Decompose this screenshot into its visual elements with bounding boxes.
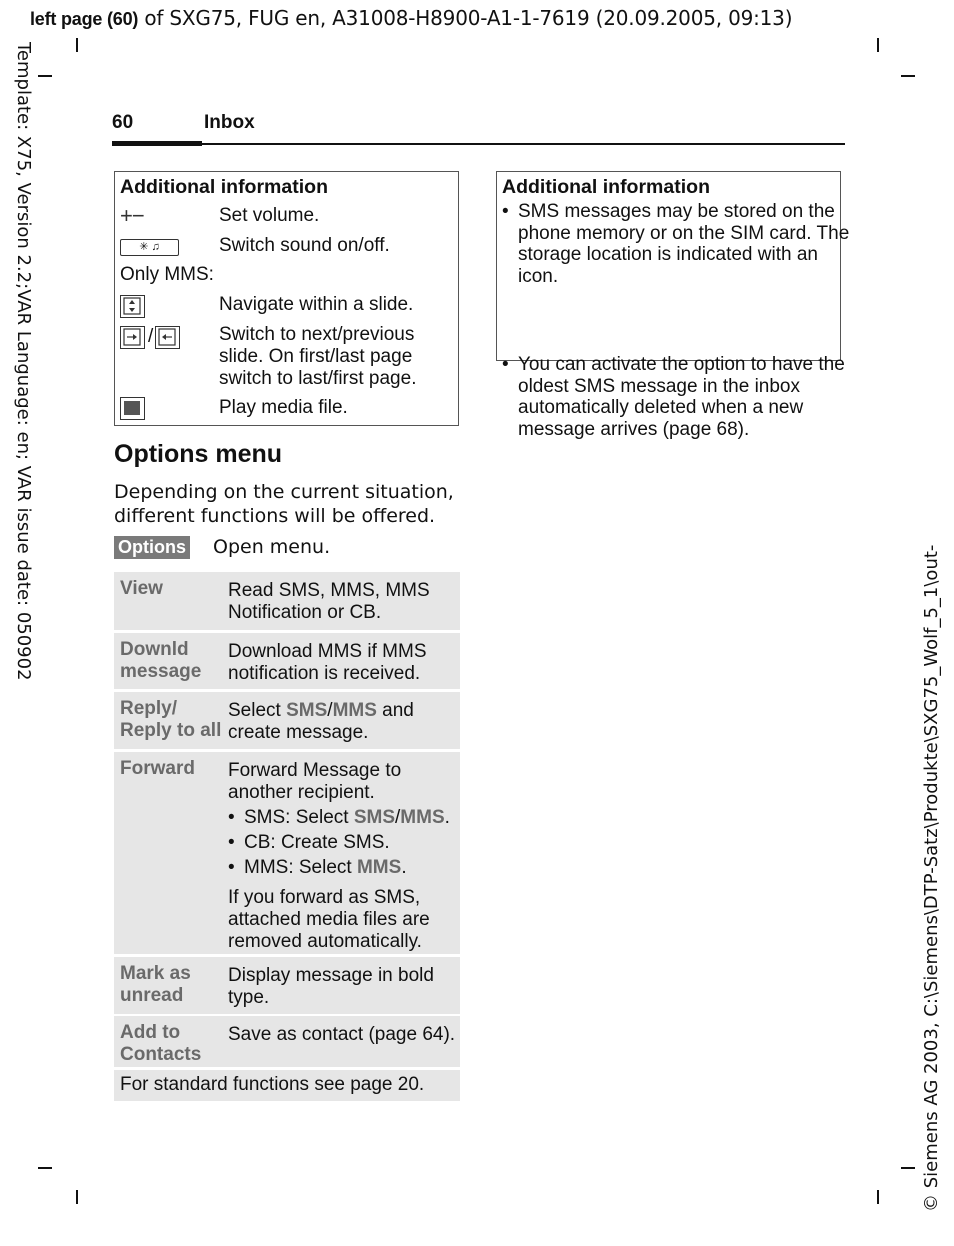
option-name: Downld message (120, 639, 202, 682)
option-description: Save as contact (page 64). (228, 1024, 456, 1045)
forward-bullet: • MMS: Select MMS. (228, 857, 456, 879)
next-slide-icon (120, 326, 145, 349)
info-row-text: Set volume. (219, 205, 320, 226)
option-row-reply[interactable] (114, 692, 460, 749)
page-number: 60 (112, 112, 134, 133)
plus-minus-icon: +− (120, 203, 144, 228)
info-box-title: Additional information (502, 176, 710, 198)
info-bullet: • SMS messages may be stored on the phone memory or on the SIM card. The storage location is indicated with an icon. (502, 201, 852, 287)
option-name: Mark as unread (120, 963, 191, 1006)
option-row-mark-unread[interactable] (114, 957, 460, 1014)
info-row-text: Switch to next/previous slide. On first/last page switch to last/first page. (219, 324, 417, 389)
section-intro: Depending on the current situation, different functions will be offered. (114, 481, 454, 527)
crop-mark (877, 1190, 879, 1204)
page-title: Inbox (204, 112, 255, 133)
option-row-view[interactable] (114, 572, 460, 630)
star-bell-key-icon: ✳ ♫ (120, 239, 179, 256)
crop-mark (38, 75, 52, 77)
template-info-vertical: Template: X75, Version 2.2;VAR Language: en; VAR issue date: 050902 (13, 42, 34, 681)
option-name: View (120, 578, 163, 599)
info-row-text: Switch sound on/off. (219, 235, 390, 256)
crop-mark (901, 75, 915, 77)
option-description (228, 760, 456, 953)
key-separator: / (148, 326, 154, 347)
option-description: Read SMS, MMS, MMS Notification or CB. (228, 580, 430, 623)
crop-mark (877, 38, 879, 52)
option-name: Forward (120, 758, 195, 779)
header-rule (112, 143, 845, 145)
option-description: Select SMS/MMS and create message. (228, 700, 414, 743)
crop-mark (76, 38, 78, 52)
section-heading: Options menu (114, 440, 283, 468)
document-header (30, 6, 792, 30)
option-row-forward[interactable] (114, 752, 460, 954)
info-row-text: Play media file. (219, 397, 348, 418)
forward-bullet: • CB: Create SMS. (228, 832, 456, 854)
prev-slide-icon (155, 326, 180, 349)
forward-text: Forward Message to another recipient. (228, 760, 402, 803)
option-row-add-contacts[interactable] (114, 1016, 460, 1067)
header-rule-accent (112, 141, 202, 146)
softkey-description: Open menu. (213, 536, 331, 558)
option-name: Add to Contacts (120, 1022, 202, 1065)
copyright-path-vertical: © Siemens AG 2003, C:\Siemens\DTP-Satz\Produkte\SXG75_Wolf_5_1\out- (921, 544, 942, 1212)
option-name: Reply/ Reply to all (120, 698, 222, 741)
standard-functions-row (114, 1070, 460, 1101)
options-softkey[interactable]: Options (114, 536, 190, 559)
option-row-download[interactable] (114, 633, 460, 689)
header-doc-info: of SXG75, FUG en, A31008-H8900-A1-1-7619 (20.09.2005, 09:13) (138, 6, 793, 30)
forward-bullet: • SMS: Select SMS/MMS. (228, 807, 456, 829)
option-description: Display message in bold type. (228, 965, 434, 1008)
info-box-title: Additional information (120, 176, 328, 198)
play-media-icon (120, 397, 145, 420)
crop-mark (76, 1190, 78, 1204)
forward-note: If you forward as SMS, attached media files are removed automatically. (228, 887, 430, 952)
info-bullet: • You can activate the option to have the oldest SMS message in the inbox automatically deleted when a new message arrives (page 68). (502, 354, 852, 440)
info-box-left (114, 171, 459, 426)
crop-mark (901, 1167, 915, 1169)
standard-functions-text: For standard functions see page 20. (120, 1074, 425, 1095)
header-page-ref: left page (60) (30, 9, 139, 29)
option-description: Download MMS if MMS notification is received. (228, 641, 427, 684)
crop-mark (38, 1167, 52, 1169)
info-row-text: Navigate within a slide. (219, 294, 414, 315)
navigate-updown-icon (120, 295, 145, 318)
info-box-right (496, 171, 850, 440)
info-row-label: Only MMS: (120, 264, 214, 285)
